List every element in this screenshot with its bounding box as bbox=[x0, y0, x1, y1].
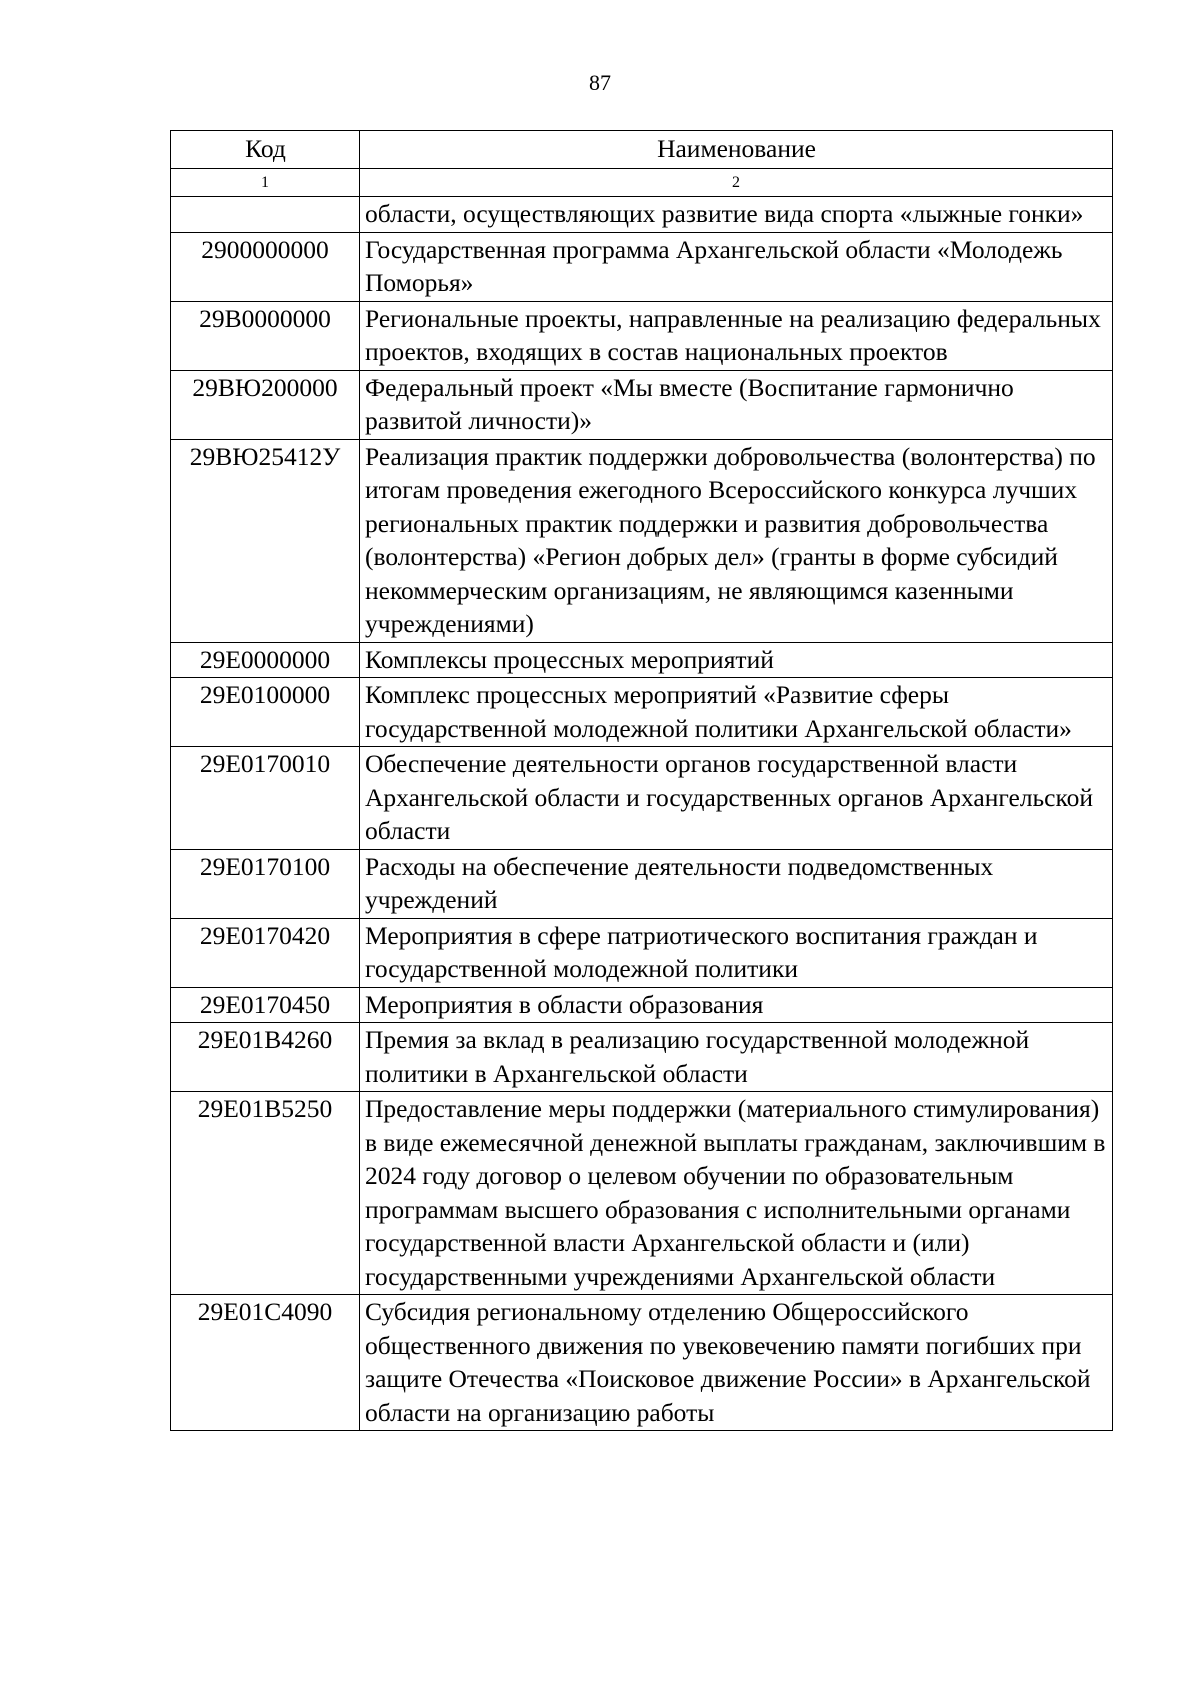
row-code: 29Е0170010 bbox=[171, 747, 360, 850]
table-row bbox=[171, 849, 1113, 918]
row-name: области, осуществляющих развитие вида спорта «лыжные гонки» bbox=[360, 197, 1113, 233]
row-code: 29Е01В5250 bbox=[171, 1092, 360, 1295]
table-row bbox=[171, 642, 1113, 678]
table-row bbox=[171, 1295, 1113, 1431]
row-name: Реализация практик поддержки добровольчества (волонтерства) по итогам проведения ежегодного Всероссийского конкурса лучших региональных практик поддержки и развития добровольчества (волонтерства) «Регион добрых дел» (гранты в форме субсидий некоммерческим организациям, не являющимся казенными учреждениями) bbox=[360, 439, 1113, 642]
row-name: Обеспечение деятельности органов государственной власти Архангельской области и государственных органов Архангельской области bbox=[360, 747, 1113, 850]
column-number-code: 1 bbox=[171, 169, 360, 197]
page-number: 87 bbox=[589, 70, 611, 95]
table-header-row bbox=[171, 131, 1113, 169]
row-name: Государственная программа Архангельской области «Молодежь Поморья» bbox=[360, 232, 1113, 301]
row-name: Мероприятия в сфере патриотического воспитания граждан и государственной молодежной политики bbox=[360, 918, 1113, 987]
row-code bbox=[171, 197, 360, 233]
column-header-code: Код bbox=[171, 131, 360, 169]
row-code: 29Е0170420 bbox=[171, 918, 360, 987]
table-row bbox=[171, 1092, 1113, 1295]
table-row bbox=[171, 439, 1113, 642]
row-name: Предоставление меры поддержки (материального стимулирования) в виде ежемесячной денежной выплаты гражданам, заключившим в 2024 году договор о целевом обучении по образовательным программам высшего образования с исполнительными органами государственной власти Архангельской области и (или) государственными учреждениями Архангельской области bbox=[360, 1092, 1113, 1295]
row-name: Расходы на обеспечение деятельности подведомственных учреждений bbox=[360, 849, 1113, 918]
row-name: Федеральный проект «Мы вместе (Воспитание гармонично развитой личности)» bbox=[360, 370, 1113, 439]
row-name: Субсидия региональному отделению Общероссийского общественного движения по увековечению памяти погибших при защите Отечества «Поисковое движение России» в Архангельской области на организацию работы bbox=[360, 1295, 1113, 1431]
table-row bbox=[171, 370, 1113, 439]
table-row bbox=[171, 747, 1113, 850]
table-row bbox=[171, 301, 1113, 370]
row-name: Региональные проекты, направленные на реализацию федеральных проектов, входящих в состав национальных проектов bbox=[360, 301, 1113, 370]
row-name: Комплексы процессных мероприятий bbox=[360, 642, 1113, 678]
row-code: 29ВЮ25412У bbox=[171, 439, 360, 642]
table-row bbox=[171, 197, 1113, 233]
row-code: 29В0000000 bbox=[171, 301, 360, 370]
column-header-name: Наименование bbox=[360, 131, 1113, 169]
table-row bbox=[171, 987, 1113, 1023]
row-name: Комплекс процессных мероприятий «Развитие сферы государственной молодежной политики Архангельской области» bbox=[360, 678, 1113, 747]
row-code: 29Е0100000 bbox=[171, 678, 360, 747]
table-row bbox=[171, 1023, 1113, 1092]
row-name: Премия за вклад в реализацию государственной молодежной политики в Архангельской области bbox=[360, 1023, 1113, 1092]
column-number-name: 2 bbox=[360, 169, 1113, 197]
row-code: 29Е0000000 bbox=[171, 642, 360, 678]
budget-code-table bbox=[170, 130, 1113, 1431]
row-code: 29Е0170100 bbox=[171, 849, 360, 918]
table-row bbox=[171, 918, 1113, 987]
table-row bbox=[171, 232, 1113, 301]
table-row bbox=[171, 678, 1113, 747]
column-number-row bbox=[171, 169, 1113, 197]
row-code: 29ВЮ200000 bbox=[171, 370, 360, 439]
row-code: 29Е01В4260 bbox=[171, 1023, 360, 1092]
row-code: 2900000000 bbox=[171, 232, 360, 301]
row-name: Мероприятия в области образования bbox=[360, 987, 1113, 1023]
row-code: 29Е0170450 bbox=[171, 987, 360, 1023]
row-code: 29Е01С4090 bbox=[171, 1295, 360, 1431]
